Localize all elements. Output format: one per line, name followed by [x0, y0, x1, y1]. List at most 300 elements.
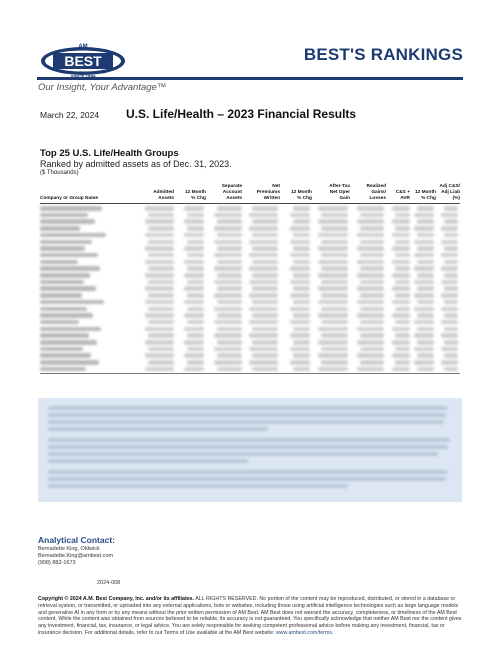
redacted-cell: [318, 260, 348, 265]
redacted-cell: [217, 206, 242, 211]
redacted-cell: [249, 360, 278, 365]
table-body: [40, 205, 460, 381]
redacted-cell: [145, 367, 174, 372]
redacted-cell: [395, 266, 410, 271]
redacted-cell: [145, 300, 174, 305]
redacted-cell: [40, 347, 83, 352]
redacted-cell: [414, 266, 434, 271]
redacted-cell: [321, 293, 348, 298]
redacted-cell: [318, 233, 348, 238]
redacted-cell: [321, 226, 348, 231]
redacted-cell: [40, 206, 102, 211]
report-title: U.S. Life/Health – 2023 Financial Results: [126, 107, 357, 121]
redacted-cell: [293, 353, 310, 358]
redacted-cell: [357, 300, 384, 305]
redacted-cell: [360, 307, 384, 312]
redacted-cell: [187, 293, 204, 298]
redacted-cell: [40, 233, 106, 238]
redacted-cell: [249, 293, 278, 298]
redacted-cell: [417, 286, 434, 291]
redacted-cell: [252, 246, 278, 251]
redacted-cell: [290, 253, 310, 258]
redacted-cell: [293, 260, 310, 265]
redacted-cell: [217, 286, 242, 291]
redacted-cell: [395, 253, 410, 258]
redacted-cell: [249, 347, 278, 352]
redacted-note-line: [48, 477, 446, 481]
redacted-cell: [249, 320, 278, 325]
col-net-premiums: Net Premiums Written: [256, 184, 280, 201]
notes-panel: [38, 398, 462, 502]
redacted-cell: [148, 266, 174, 271]
redacted-cell: [187, 226, 204, 231]
redacted-cell: [357, 286, 384, 291]
redacted-cell: [293, 233, 310, 238]
redacted-cell: [40, 213, 88, 218]
redacted-cell: [252, 300, 278, 305]
redacted-cell: [148, 280, 174, 285]
redacted-cell: [395, 226, 410, 231]
redacted-cell: [40, 367, 86, 372]
redacted-cell: [214, 320, 242, 325]
redacted-cell: [40, 313, 93, 318]
am-best-logo: [40, 40, 126, 80]
redacted-cell: [441, 240, 458, 245]
redacted-cell: [214, 213, 242, 218]
redacted-cell: [293, 300, 310, 305]
redacted-cell: [321, 280, 348, 285]
redacted-cell: [293, 286, 310, 291]
redacted-cell: [417, 260, 434, 265]
redacted-cell: [252, 286, 278, 291]
redacted-cell: [444, 300, 458, 305]
redacted-cell: [249, 307, 278, 312]
redacted-cell: [293, 367, 310, 372]
redacted-cell: [40, 226, 80, 231]
redacted-cell: [444, 327, 458, 332]
redacted-cell: [318, 313, 348, 318]
redacted-cell: [217, 273, 242, 278]
redacted-cell: [414, 333, 434, 338]
redacted-cell: [184, 313, 204, 318]
redacted-cell: [148, 347, 174, 352]
redacted-cell: [184, 353, 204, 358]
section-subtitle: Ranked by admitted assets as of Dec. 31, 2023.: [40, 159, 232, 169]
redacted-cell: [252, 219, 278, 224]
logo-am-text: AM: [78, 44, 88, 50]
redacted-cell: [441, 226, 458, 231]
redacted-cell: [217, 219, 242, 224]
redacted-cell: [357, 340, 384, 345]
redacted-cell: [293, 219, 310, 224]
redacted-cell: [444, 246, 458, 251]
redacted-cell: [40, 293, 82, 298]
redacted-cell: [290, 360, 310, 365]
redacted-cell: [392, 367, 410, 372]
redacted-cell: [417, 273, 434, 278]
redacted-cell: [395, 320, 410, 325]
redacted-cell: [392, 300, 410, 305]
page-header: [0, 0, 500, 105]
redacted-cell: [145, 353, 174, 358]
redacted-cell: [249, 280, 278, 285]
redacted-cell: [357, 206, 384, 211]
redacted-cell: [360, 320, 384, 325]
table-row: [40, 366, 460, 373]
redacted-cell: [184, 273, 204, 278]
redacted-cell: [290, 320, 310, 325]
redacted-note-line: [48, 470, 448, 474]
redacted-cell: [290, 280, 310, 285]
col-cs-avr: C&S + AVR: [395, 190, 410, 201]
redacted-cell: [290, 347, 310, 352]
redacted-cell: [318, 300, 348, 305]
redacted-cell: [187, 360, 204, 365]
redacted-cell: [252, 327, 278, 332]
redacted-cell: [392, 206, 410, 211]
redacted-cell: [184, 219, 204, 224]
redacted-cell: [395, 240, 410, 245]
redacted-cell: [417, 246, 434, 251]
redacted-cell: [395, 293, 410, 298]
redacted-cell: [392, 246, 410, 251]
redacted-cell: [444, 219, 458, 224]
report-date: March 22, 2024: [40, 110, 100, 120]
redacted-cell: [441, 360, 458, 365]
redacted-note-line: [48, 427, 268, 431]
redacted-cell: [318, 219, 348, 224]
redacted-cell: [40, 286, 96, 291]
redacted-cell: [217, 353, 242, 358]
redacted-note-line: [48, 413, 446, 417]
redacted-cell: [145, 246, 174, 251]
redacted-cell: [214, 347, 242, 352]
contact-phone: (908) 882-1673: [38, 560, 76, 566]
redacted-cell: [392, 313, 410, 318]
redacted-cell: [321, 347, 348, 352]
col-after-tax: After-Tax Net Oper Gain: [329, 184, 350, 201]
redacted-cell: [441, 253, 458, 258]
redacted-cell: [321, 266, 348, 271]
redacted-cell: [360, 280, 384, 285]
redacted-cell: [321, 240, 348, 245]
redacted-cell: [40, 307, 87, 312]
redacted-cell: [441, 213, 458, 218]
redacted-cell: [417, 300, 434, 305]
redacted-cell: [441, 266, 458, 271]
redacted-cell: [40, 219, 95, 224]
redacted-cell: [249, 213, 278, 218]
redacted-cell: [184, 286, 204, 291]
redacted-cell: [441, 347, 458, 352]
redacted-cell: [290, 307, 310, 312]
redacted-cell: [40, 280, 84, 285]
redacted-cell: [40, 360, 99, 365]
redacted-cell: [290, 266, 310, 271]
redacted-cell: [293, 327, 310, 332]
redacted-cell: [187, 266, 204, 271]
redacted-cell: [392, 340, 410, 345]
redacted-cell: [414, 213, 434, 218]
redacted-cell: [395, 307, 410, 312]
redacted-cell: [357, 327, 384, 332]
redacted-cell: [252, 206, 278, 211]
redacted-cell: [184, 260, 204, 265]
redacted-cell: [184, 246, 204, 251]
redacted-cell: [293, 313, 310, 318]
redacted-cell: [360, 226, 384, 231]
redacted-note-line: [48, 420, 444, 424]
redacted-cell: [145, 273, 174, 278]
redacted-cell: [293, 340, 310, 345]
redacted-cell: [444, 233, 458, 238]
redacted-cell: [321, 307, 348, 312]
redacted-cell: [252, 260, 278, 265]
redacted-cell: [318, 367, 348, 372]
redacted-cell: [414, 347, 434, 352]
redacted-cell: [444, 367, 458, 372]
contact-email[interactable]: Bernadette.King@ambest.com: [38, 553, 113, 559]
redacted-cell: [148, 213, 174, 218]
redacted-cell: [145, 313, 174, 318]
redacted-note-line: [48, 406, 448, 410]
redacted-cell: [414, 320, 434, 325]
redacted-cell: [318, 327, 348, 332]
col-company: Company or Group Name: [40, 196, 99, 201]
redacted-cell: [40, 353, 91, 358]
redacted-cell: [318, 246, 348, 251]
redacted-cell: [318, 353, 348, 358]
redacted-cell: [214, 293, 242, 298]
redacted-cell: [252, 273, 278, 278]
redacted-cell: [40, 253, 98, 258]
redacted-cell: [293, 273, 310, 278]
redacted-cell: [414, 280, 434, 285]
redacted-cell: [441, 280, 458, 285]
redacted-cell: [360, 266, 384, 271]
redacted-cell: [217, 233, 242, 238]
redacted-note-line: [48, 438, 450, 442]
copyright-footer: Copyright © 2024 A.M. Best Company, Inc. and/or its affiliates. ALL RIGHTS RESERVED. No portion of the content may be reproduced, distributed, or stored in a database or retrieval system, or transmitted, or uploaded into any external applications, bots or websites, including those using artificial intelligence technologies such as large language models and generative AI in any form or by any means without the prior written permission of AM Best. AM Best does not warrant the accuracy, completeness, or timeliness of the AM Best content. While the content was obtained from sources believed to be reliable, its accuracy is not guaranteed. You specifically acknowledge that neither AM Best nor the content gives any investment, financial, tax, insurance, or legal advice. You are solely responsible for seeking competent professional advice before making any investment, financial, tax or insurance decision. For additional details, refer to our Terms of Use available at the AM Best website: www.ambest.com/terms.: [38, 596, 462, 636]
redacted-cell: [444, 313, 458, 318]
col-admitted-assets: Admitted Assets: [153, 190, 174, 201]
redacted-cell: [249, 240, 278, 245]
redacted-cell: [290, 240, 310, 245]
redacted-cell: [444, 286, 458, 291]
redacted-cell: [148, 320, 174, 325]
redacted-cell: [148, 333, 174, 338]
redacted-cell: [217, 327, 242, 332]
redacted-cell: [187, 213, 204, 218]
redacted-cell: [184, 206, 204, 211]
redacted-cell: [290, 213, 310, 218]
redacted-cell: [187, 320, 204, 325]
redacted-cell: [318, 273, 348, 278]
redacted-cell: [417, 367, 434, 372]
redacted-cell: [357, 273, 384, 278]
redacted-note-line: [48, 484, 348, 488]
redacted-cell: [249, 253, 278, 258]
redacted-cell: [184, 367, 204, 372]
redacted-cell: [214, 307, 242, 312]
copyright-notice: Copyright © 2024 A.M. Best Company, Inc. and/or its affiliates.: [38, 596, 195, 602]
redacted-cell: [414, 240, 434, 245]
redacted-cell: [417, 353, 434, 358]
redacted-cell: [217, 300, 242, 305]
redacted-cell: [392, 260, 410, 265]
redacted-cell: [444, 206, 458, 211]
terms-link[interactable]: www.ambest.com/terms: [275, 629, 333, 636]
col-separate-account: Separate Account Assets: [221, 184, 242, 201]
col-12m-chg-3: 12 Month % Chg: [414, 190, 436, 201]
redacted-cell: [444, 353, 458, 358]
redacted-cell: [252, 233, 278, 238]
redacted-cell: [318, 340, 348, 345]
redacted-cell: [252, 367, 278, 372]
redacted-cell: [214, 240, 242, 245]
rankings-title: BEST'S RANKINGS: [303, 45, 463, 64]
redacted-cell: [444, 273, 458, 278]
redacted-cell: [184, 300, 204, 305]
redacted-cell: [395, 360, 410, 365]
redacted-cell: [40, 340, 97, 345]
redacted-cell: [145, 233, 174, 238]
redacted-cell: [395, 347, 410, 352]
redacted-cell: [395, 333, 410, 338]
redacted-cell: [145, 286, 174, 291]
section-title: Top 25 U.S. Life/Health Groups: [40, 148, 179, 159]
redacted-note-line: [48, 452, 438, 456]
redacted-cell: [417, 233, 434, 238]
redacted-cell: [357, 246, 384, 251]
col-12m-chg-1: 12 Month % Chg: [184, 190, 206, 201]
redacted-cell: [360, 240, 384, 245]
redacted-cell: [417, 327, 434, 332]
col-adj-cs: Adj C&S/ Adj Liab (%): [439, 184, 460, 201]
redacted-cell: [360, 213, 384, 218]
col-realized: Realized Gains/ Losses: [366, 184, 386, 201]
redacted-cell: [148, 240, 174, 245]
redacted-cell: [145, 260, 174, 265]
redacted-cell: [214, 266, 242, 271]
redacted-cell: [321, 213, 348, 218]
redacted-cell: [395, 280, 410, 285]
redacted-cell: [290, 333, 310, 338]
redacted-cell: [318, 286, 348, 291]
redacted-cell: [357, 233, 384, 238]
redacted-cell: [145, 206, 174, 211]
redacted-cell: [217, 246, 242, 251]
redacted-cell: [249, 226, 278, 231]
redacted-cell: [441, 320, 458, 325]
redacted-cell: [252, 313, 278, 318]
redacted-cell: [148, 307, 174, 312]
redacted-cell: [290, 226, 310, 231]
redacted-cell: [357, 313, 384, 318]
redacted-cell: [357, 367, 384, 372]
redacted-cell: [290, 293, 310, 298]
redacted-cell: [217, 313, 242, 318]
redacted-cell: [392, 273, 410, 278]
redacted-cell: [417, 219, 434, 224]
redacted-cell: [40, 273, 90, 278]
redacted-cell: [444, 340, 458, 345]
redacted-cell: [441, 293, 458, 298]
redacted-cell: [417, 313, 434, 318]
header-divider: [37, 77, 463, 80]
rights-text: ALL RIGHTS RESERVED. No portion of the content may be reproduced, distributed, or stored in a database or retrieval system, or transmitted, or uploaded into any external applications, bots or websites, including those using artificial intelligence technologies such as large language models and generative AI in any form or by any means without the prior written permission of AM Best. AM Best does not warrant the accuracy, completeness, or timeliness of the AM Best content. While the content was obtained from sources believed to be reliable, its accuracy is not guaranteed. You specifically acknowledge that neither AM Best nor the content gives any investment, financial, tax, insurance, or legal advice. You are solely responsible for seeking competent professional advice before making any investment, financial, tax or insurance decision. For additional details, refer to our Terms of Use available at the AM Best website:: [38, 596, 462, 636]
redacted-cell: [360, 333, 384, 338]
redacted-cell: [214, 360, 242, 365]
redacted-cell: [217, 340, 242, 345]
logo-best-text: BEST: [64, 53, 102, 69]
redacted-cell: [40, 333, 89, 338]
redacted-cell: [357, 353, 384, 358]
redacted-cell: [187, 333, 204, 338]
redacted-cell: [40, 260, 78, 265]
section-units: ($ Thousands): [40, 170, 79, 176]
redacted-cell: [145, 340, 174, 345]
redacted-cell: [414, 307, 434, 312]
redacted-cell: [392, 233, 410, 238]
redacted-cell: [293, 246, 310, 251]
tagline: Our Insight, Your Advantage™: [38, 82, 167, 93]
redacted-cell: [148, 293, 174, 298]
redacted-cell: [293, 206, 310, 211]
redacted-cell: [417, 340, 434, 345]
redacted-cell: [360, 347, 384, 352]
redacted-cell: [40, 246, 85, 251]
redacted-cell: [357, 260, 384, 265]
redacted-cell: [217, 367, 242, 372]
redacted-cell: [148, 226, 174, 231]
redacted-cell: [40, 320, 79, 325]
redacted-cell: [184, 327, 204, 332]
redacted-cell: [40, 240, 92, 245]
redacted-cell: [321, 253, 348, 258]
redacted-cell: [321, 333, 348, 338]
redacted-cell: [40, 300, 104, 305]
redacted-cell: [414, 226, 434, 231]
redacted-cell: [214, 333, 242, 338]
redacted-cell: [145, 219, 174, 224]
redacted-cell: [148, 360, 174, 365]
redacted-cell: [145, 327, 174, 332]
redacted-cell: [441, 307, 458, 312]
redacted-cell: [321, 360, 348, 365]
redacted-cell: [395, 213, 410, 218]
redacted-cell: [214, 280, 242, 285]
redacted-cell: [444, 260, 458, 265]
redacted-cell: [414, 253, 434, 258]
redacted-cell: [360, 360, 384, 365]
redacted-cell: [252, 340, 278, 345]
redacted-cell: [187, 307, 204, 312]
redacted-cell: [360, 293, 384, 298]
table-header: [40, 178, 460, 202]
col-12m-chg-2: 12 Month % Chg: [290, 190, 312, 201]
redacted-cell: [184, 340, 204, 345]
redacted-cell: [392, 286, 410, 291]
redacted-cell: [187, 280, 204, 285]
table-total-rule: [40, 373, 460, 374]
redacted-cell: [414, 293, 434, 298]
redacted-cell: [187, 347, 204, 352]
redacted-cell: [187, 240, 204, 245]
contact-title: Analytical Contact:: [38, 535, 115, 545]
document-code: 2024-008: [97, 580, 121, 586]
redacted-cell: [321, 320, 348, 325]
